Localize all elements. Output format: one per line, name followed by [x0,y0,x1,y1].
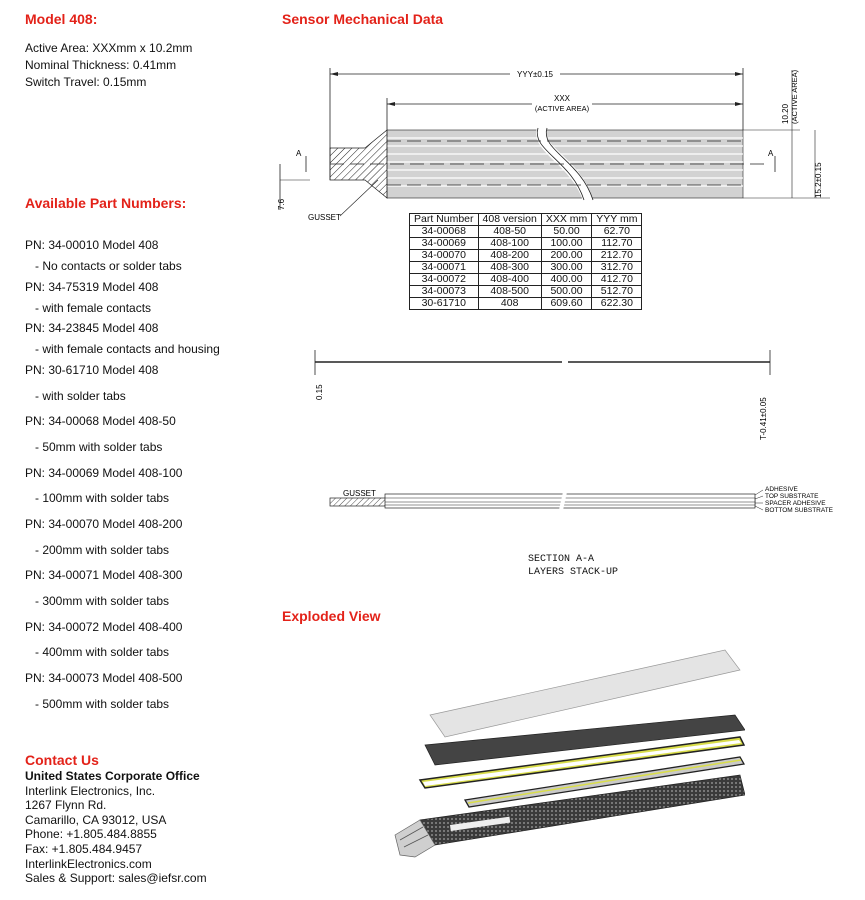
part-description: - No contacts or solder tabs [35,259,182,273]
table-cell: 30-61710 [410,298,479,310]
table-cell: 408-50 [478,226,541,238]
dim-thickness: T-0.41±0.05 [759,397,768,440]
table-cell: 200.00 [541,250,591,262]
dimension-table [409,213,642,310]
contact-street: 1267 Flynn Rd. [25,798,107,813]
contact-office: United States Corporate Office [25,769,200,783]
contact-block [25,769,207,886]
table-cell: 412.70 [592,274,642,286]
spec-travel: Switch Travel: 0.15mm [25,75,147,89]
table-row [410,238,642,250]
table-row [410,250,642,262]
parts-heading: Available Part Numbers: [25,195,187,211]
table-cell: 408-500 [478,286,541,298]
part-description: - 100mm with solder tabs [35,491,170,505]
layer-spacer-adhesive: SPACER ADHESIVE [765,500,826,507]
table-cell: 112.70 [592,238,642,250]
dim-height-active: (ACTIVE AREA) [790,69,799,124]
table-row [410,286,642,298]
dim-width: 15.2±0.15 [814,162,823,198]
table-header-row [410,214,642,226]
table-cell: 34-00069 [410,238,479,250]
side-profile-drawing [300,345,780,440]
table-cell: Part Number [410,214,479,226]
model-heading: Model 408: [25,11,98,27]
part-number: PN: 34-00073 Model 408-500 [25,671,183,685]
gusset-label: GUSSET [308,213,341,222]
gusset-label-stack: GUSSET [343,489,376,498]
part-number: PN: 34-00068 Model 408-50 [25,414,176,428]
sensor-top-drawing [270,60,830,230]
contact-email[interactable]: Sales & Support: sales@iefsr.com [25,871,207,886]
table-cell: 34-00072 [410,274,479,286]
table-cell: 408 [478,298,541,310]
section-subtitle: LAYERS STACK-UP [528,567,619,578]
part-description: - with female contacts and housing [35,342,220,356]
part-description: - with female contacts [35,301,152,315]
table-cell: 408-300 [478,262,541,274]
part-number: PN: 34-75319 Model 408 [25,280,159,294]
part-description: - 400mm with solder tabs [35,645,170,659]
table-cell: YYY mm [592,214,642,226]
part-description: - 500mm with solder tabs [35,697,170,711]
table-row [410,226,642,238]
section-caption [528,553,618,579]
contact-city: Camarillo, CA 93012, USA [25,812,167,827]
section-mark-left: A [296,149,302,158]
part-description: - 300mm with solder tabs [35,594,170,608]
table-cell: 34-00073 [410,286,479,298]
layer-top-substrate: TOP SUBSTRATE [765,493,819,500]
part-number: PN: 34-00072 Model 408-400 [25,620,183,634]
part-description: - 200mm with solder tabs [35,543,170,557]
table-cell: 62.70 [592,226,642,238]
table-cell: 100.00 [541,238,591,250]
table-row [410,298,642,310]
table-cell: 408-200 [478,250,541,262]
contact-website[interactable]: InterlinkElectronics.com [25,856,152,871]
dim-active-area: (ACTIVE AREA) [534,104,590,113]
table-row [410,274,642,286]
table-cell: 609.60 [541,298,591,310]
part-description: - with solder tabs [35,389,126,403]
contact-company: Interlink Electronics, Inc. [25,783,156,798]
layer-adhesive: ADHESIVE [765,486,798,493]
exploded-view-illustration [390,645,745,860]
dim-height: 10.20 [781,103,790,124]
part-description: - 50mm with solder tabs [35,440,163,454]
table-cell: 212.70 [592,250,642,262]
table-cell: 34-00071 [410,262,479,274]
part-number: PN: 34-23845 Model 408 [25,321,159,335]
part-number: PN: 34-00071 Model 408-300 [25,568,183,582]
table-cell: 34-00070 [410,250,479,262]
table-cell: 512.70 [592,286,642,298]
section-mark-right: A [768,149,774,158]
layer-stackup-drawing [325,480,845,525]
table-cell: 50.00 [541,226,591,238]
layer-bottom-substrate: BOTTOM SUBSTRATE [765,507,834,514]
contact-phone: Phone: +1.805.484.8855 [25,827,157,842]
spec-thickness: Nominal Thickness: 0.41mm [25,58,177,72]
table-row [410,262,642,274]
part-number: PN: 30-61710 Model 408 [25,363,159,377]
dim-xxx: XXX [553,94,571,103]
part-number: PN: 34-00069 Model 408-100 [25,466,183,480]
table-cell: 408-100 [478,238,541,250]
table-cell: XXX mm [541,214,591,226]
table-cell: 408 version [478,214,541,226]
contact-fax: Fax: +1.805.484.9457 [25,841,143,856]
dim-7-6: 7.6 [277,198,286,210]
mech-heading: Sensor Mechanical Data [282,11,444,27]
table-cell: 312.70 [592,262,642,274]
spec-active-area: Active Area: XXXmm x 10.2mm [25,41,193,55]
exploded-heading: Exploded View [282,608,381,624]
table-cell: 400.00 [541,274,591,286]
table-cell: 622.30 [592,298,642,310]
part-number: PN: 34-00070 Model 408-200 [25,517,183,531]
contact-heading: Contact Us [25,752,99,768]
section-title: SECTION A-A [528,554,595,565]
dim-0-15: 0.15 [315,384,324,400]
part-number: PN: 34-00010 Model 408 [25,238,159,252]
table-cell: 408-400 [478,274,541,286]
table-cell: 500.00 [541,286,591,298]
dim-yyy: YYY±0.15 [517,70,553,79]
table-cell: 34-00068 [410,226,479,238]
table-cell: 300.00 [541,262,591,274]
model-specs [25,40,192,91]
